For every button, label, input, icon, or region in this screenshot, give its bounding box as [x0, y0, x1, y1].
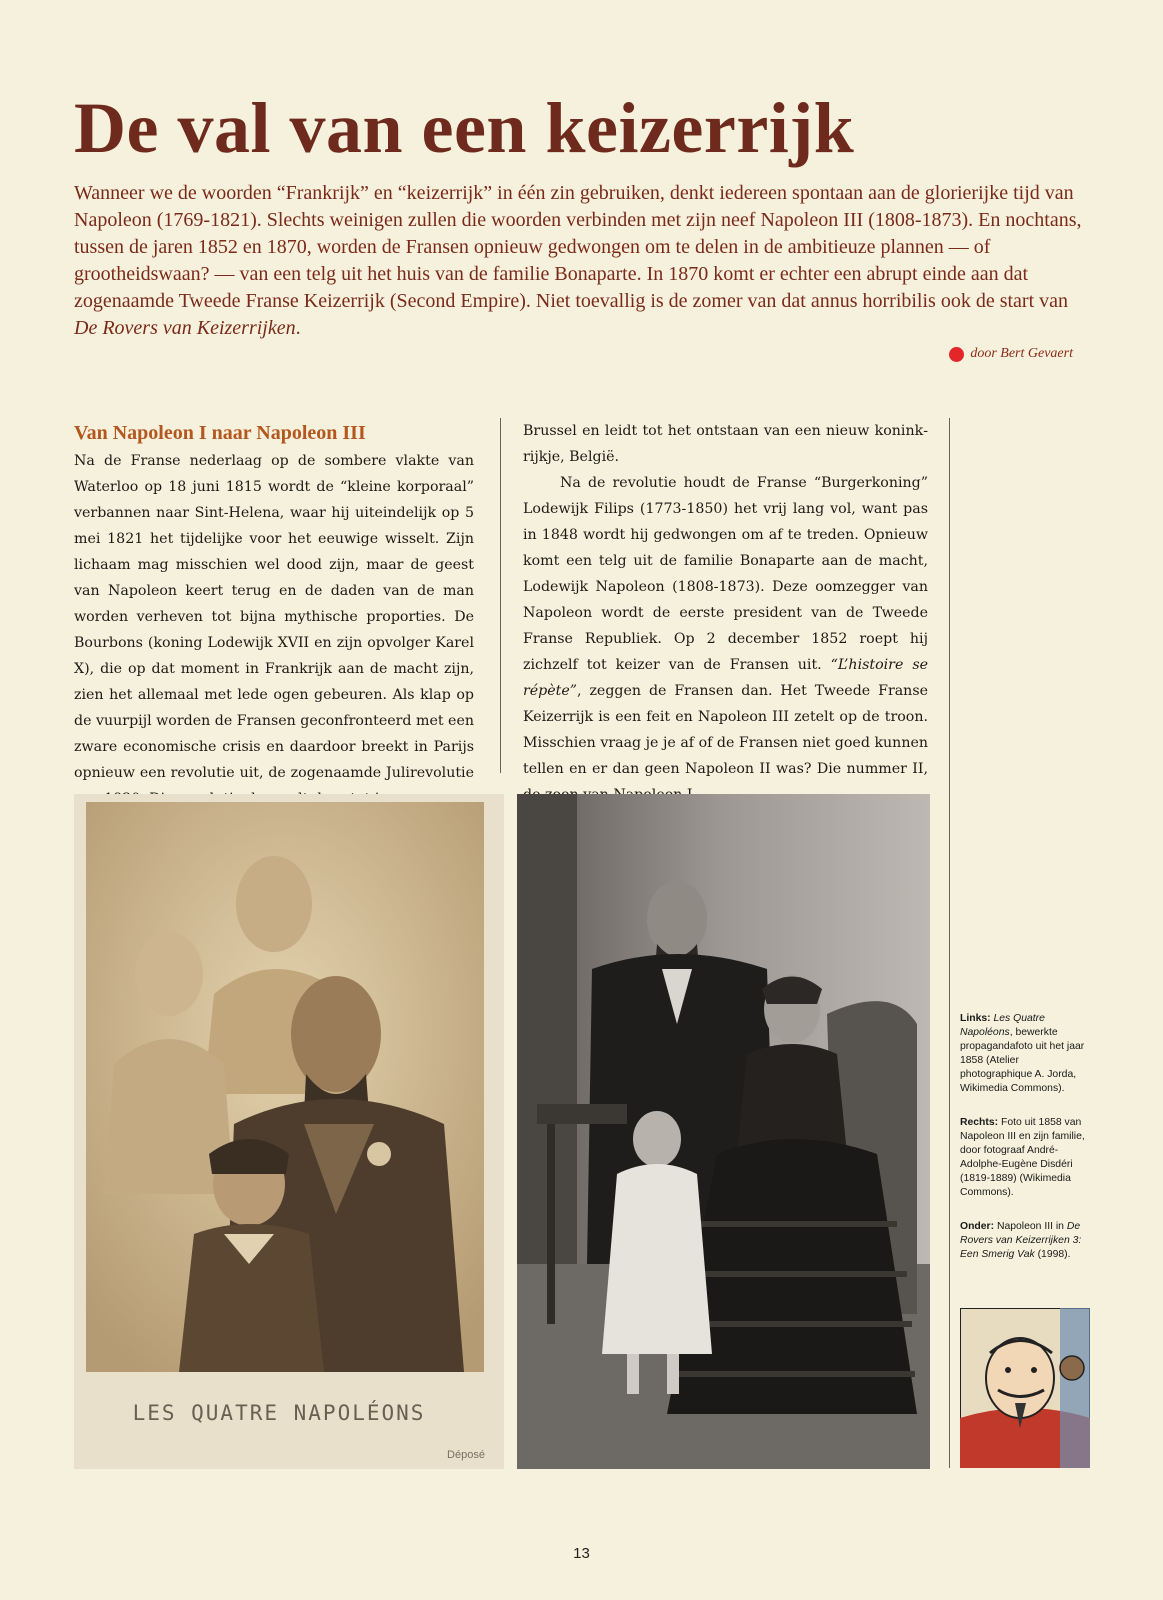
intro-paragraph — [74, 180, 1084, 342]
intro-text: Wanneer we de woorden “Frankrijk” en “keizerrijk” in één zin gebruiken, denkt iedereen spontaan aan de glorierijke tijd van Napoleon (1769-1821). Slechts weinigen zullen die woorden verbinden met zijn neef Napoleon III (1808-1873). En nochtans, tussen de jaren 1852 en 1870, worden de Fransen opnieuw gedwongen om te delen in de ambitieuze plannen — of grootheidswaan? — van een telg uit het huis van de familie Bonaparte. In 1870 komt er echter een abrupt einde aan dat zogenaamde Tweede Franse Keizerrijk (Second Empire). Niet toevallig is de zomer van dat annus horribilis ook de start van — [74, 182, 1082, 312]
caption-onder-text2: (1998). — [1034, 1249, 1071, 1260]
column-2-paragraph-2 — [523, 470, 928, 808]
photo-stamp: Déposé — [447, 1449, 485, 1461]
caption-links-label: Links: — [960, 1013, 991, 1024]
page-title: De val van een keizerrijk — [74, 88, 855, 168]
column-divider — [500, 418, 501, 773]
page-number: 13 — [573, 1545, 590, 1562]
section-heading: Van Napoleon I naar Napoleon III — [74, 422, 366, 444]
caption-links-italic: Les Quatre Napoléons — [960, 1013, 1045, 1038]
column-1 — [74, 420, 474, 812]
column-2-text-b: , zeggen de Fransen dan. Het Tweede Franse Keizerrijk is een feit en Napoleon III zetelt op de troon. Misschien vraag je je af of de Fransen niet goed kunnen tellen en er dan geen Napoleon II was? Die nummer II, — [523, 683, 928, 777]
comic-thumbnail — [960, 1308, 1090, 1468]
photo-inscription: LES QUATRE NAPOLÉONS — [132, 1401, 426, 1425]
caption-onder-italic: De Rovers van Keizerrijken 3: Een Smerig Vak — [960, 1221, 1082, 1260]
photo-quatre-napoleons — [74, 794, 504, 1469]
column-2-paragraph-1: Brussel en leidt tot het ontstaan van een nieuw koninkrijkje, België. — [523, 423, 928, 465]
caption-rechts — [960, 1116, 1090, 1200]
caption-onder — [960, 1220, 1090, 1262]
photo-napoleon-family — [517, 794, 930, 1469]
column-1-text: Na de Franse nederlaag op de sombere vlakte van Waterloo op 18 juni 1815 wordt de “kleine korporaal” verbannen naar Sint-Helena, waar hij uiteindelijk op 5 mei 1821 het tijdelijke voor het eeuwige wisselt. Zijn lichaam mag misschien wel dood zijn, maar de geest van Napoleon keert terug en de daden van de man worden verheven tot bijna mythische proporties. De Bourbons (koning Lodewijk XVII en zijn opvolger Karel X), die op dat moment in Frankrijk aan de macht zijn, zien het allemaal met lede ogen gebeuren. Als klap op de vuurpijl worden de Fransen geconfronteerd met een zware economische crisis en daardoor breekt in Parijs opnieuw een revolutie uit, de zogenaamde Julirevolutie — [74, 453, 474, 781]
byline — [949, 346, 1073, 362]
intro-end: . — [295, 317, 301, 339]
column-2-text-a: Na de revolutie houdt de Franse “Burgerkoning” Lodewijk Filips (1773-1850) het vrij lang vol, want pas in 1848 wordt hij gedwongen om af te treden. Opnieuw komt een telg uit de familie Bonaparte aan de macht, Lodewijk Napoleon (1808-1873). Deze oomzegger van Napoleon wordt de eerste president van de Tweede Franse Republiek. Op 2 december 1852 roept hij zichzelf tot keizer van de Fransen uit. — [523, 475, 928, 673]
caption-divider — [949, 418, 950, 1468]
byline-text: door Bert Gevaert — [970, 346, 1073, 361]
intro-italic-title: De Rovers van Keizerrijken — [74, 317, 296, 339]
column-2 — [523, 418, 928, 808]
caption-links-text: , bewerkte propagandafoto uit het jaar 1858 (Atelier photographique A. Jorda, Wikimedia Commons). — [960, 1027, 1085, 1094]
caption-rechts-label: Rechts: — [960, 1117, 999, 1128]
caption-rechts-text: Foto uit 1858 van Napoleon III en zijn familie, door fotograaf André-Adolphe-Eugène Disdéri (1819-1889) (Wikimedia Commons). — [960, 1117, 1085, 1198]
caption-onder-label: Onder: — [960, 1221, 995, 1232]
caption-onder-text1: Napoleon III in — [994, 1221, 1067, 1232]
caption-links — [960, 1012, 1090, 1096]
red-dot-icon — [949, 347, 964, 362]
column-2-quote: “L’histoire se répète” — [523, 657, 928, 699]
